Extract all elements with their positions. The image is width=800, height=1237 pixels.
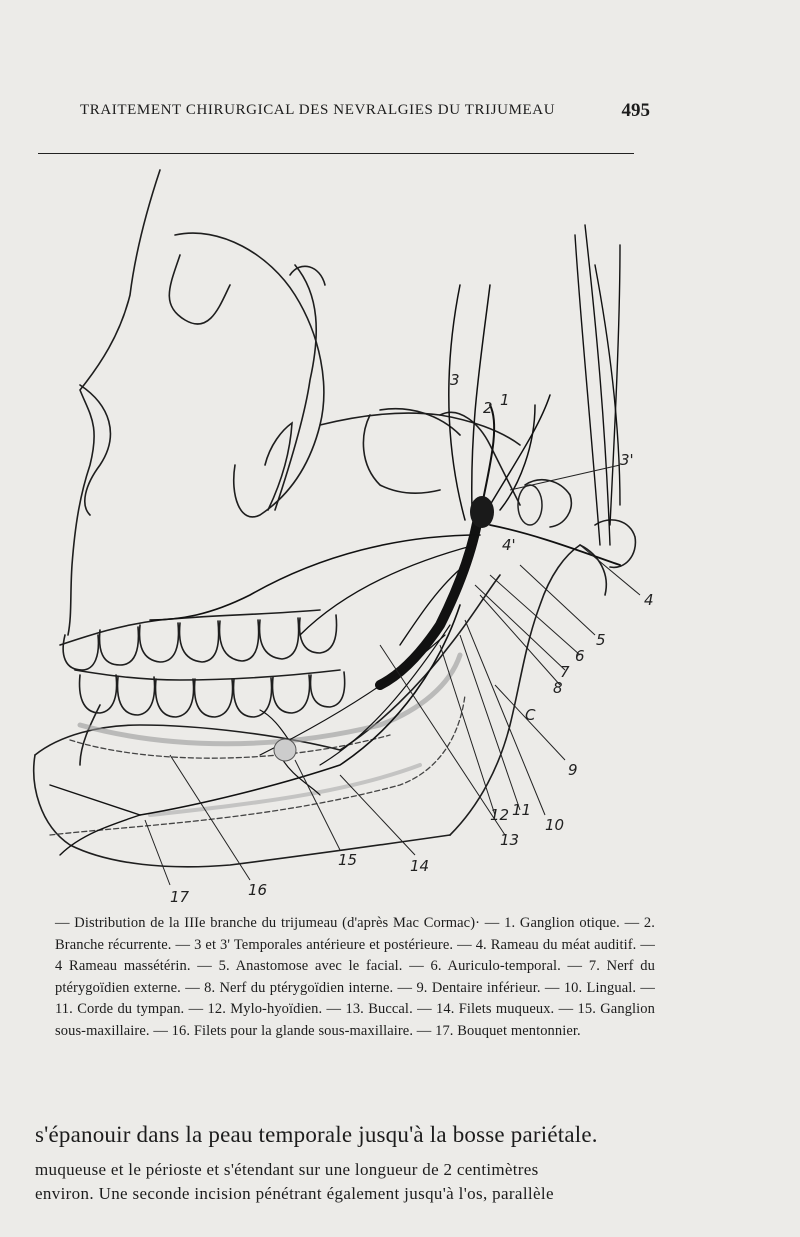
figure-label: 2: [483, 399, 493, 417]
submaxillary-ganglion: [274, 739, 296, 761]
anatomical-figure: [20, 165, 780, 910]
canal-paths: [50, 655, 465, 835]
figure-label: 17: [170, 888, 190, 906]
nerve-branches: [50, 225, 620, 855]
otic-ganglion: [470, 496, 494, 528]
body-line-3: environ. Une seconde incision pénétrant également jusqu'à l'os, parallèle: [35, 1184, 554, 1203]
figure-label: 1: [500, 391, 510, 409]
figure-label: 5: [596, 631, 606, 649]
figure-label: 16: [248, 881, 268, 899]
figure-label: 13: [500, 831, 520, 849]
figure-label: 7: [560, 663, 570, 681]
figure-label: 8: [553, 679, 563, 697]
figure-label: 9: [568, 761, 578, 779]
header-rule: [38, 153, 634, 154]
page-number: 495: [621, 100, 650, 121]
figure-label: 15: [338, 851, 358, 869]
figure-caption: — Distribution de la IIIe branche du trijumeau (d'après Mac Cormac)· — 1. Ganglion otique. — 2. Branche récurrente. — 3 et 3' Temporales antérieure et postérieure. — 4. Rameau du méat auditif. — 4 Rameau massétérin. — 5. Anastomose avec le facial. — 6. Auriculo-temporal. — 7. Nerf du ptérygoïdien externe. — 8. Nerf du ptérygoïdien interne. — 9. Dentaire inférieur. — 10. Lingual. — 11. Corde du tympan. — 12. Mylo-hyoïdien. — 13. Buccal. — 14. Filets muqueux. — 15. Ganglion sous-maxillaire. — 16. Filets pour la glande sous-maxillaire. — 17. Bouquet mentonnier.: [55, 915, 655, 1039]
body-line-1: s'épanouir dans la peau temporale jusqu'à la bosse pariétale.: [35, 1122, 598, 1147]
running-header: [80, 102, 650, 119]
ear-canal: [518, 485, 542, 525]
figure-label: 4': [502, 536, 516, 554]
header-title: TRAITEMENT CHIRURGICAL DES NEVRALGIES DU TRIJUMEAU: [80, 102, 556, 118]
figure-label: 12: [490, 806, 510, 824]
figure-label: C: [525, 706, 536, 724]
figure-label: 11: [512, 801, 532, 819]
skull-outline: [34, 170, 636, 867]
figure-label: 3: [450, 371, 460, 389]
skull-nerve-illustration: [20, 165, 780, 910]
figure-label: 10: [545, 816, 565, 834]
body-line-2: muqueuse et le périoste et s'étendant sur une longueur de 2 centimètres: [35, 1160, 539, 1179]
figure-label: 6: [575, 647, 585, 665]
figure-label: 3': [620, 451, 634, 469]
figure-label: 4: [644, 591, 654, 609]
figure-label: 14: [410, 857, 430, 875]
